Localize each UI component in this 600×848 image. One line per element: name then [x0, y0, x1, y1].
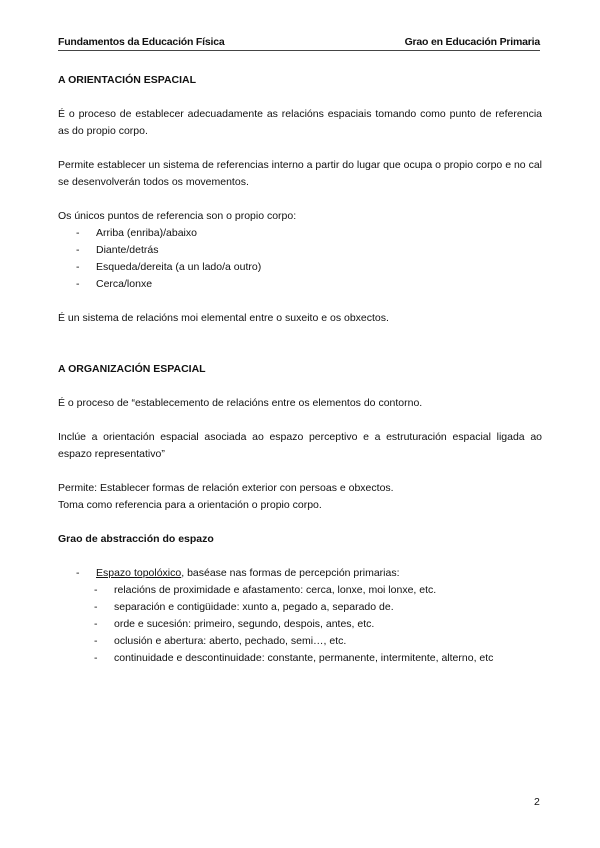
section-organization-title: A ORGANIZACIÓN ESPACIAL [58, 363, 206, 375]
list-item: - Arriba (enriba)/abaixo [76, 225, 542, 242]
document-body [58, 72, 542, 667]
orientation-definition: É o proceso de establecer adecuadamente as relacións espaciais tomando como punto de referencia as do propio corpo. [58, 108, 542, 137]
organization-reference: Toma como referencia para a orientación o propio corpo. [58, 499, 322, 511]
header-course-title: Fundamentos da Educación Física [58, 36, 225, 48]
list-item: - Esqueda/dereita (a un lado/a outro) [76, 259, 542, 276]
list-item-topological-space [76, 565, 542, 582]
page-number: 2 [534, 796, 540, 808]
organization-permits: Permite: Establecer formas de relación exterior con persoas e obxectos. [58, 482, 394, 494]
organization-includes: Inclúe a orientación espacial asociada ao espazo perceptivo e a estruturación espacial ligada ao espazo representativo” [58, 431, 542, 460]
page-header [58, 34, 540, 51]
abstraction-subtitle: Grao de abstracción do espazo [58, 533, 214, 545]
list-item: - oclusión e abertura: aberto, pechado, semi…, etc. [94, 633, 542, 650]
orientation-purpose: Permite establecer un sistema de referencias interno a partir do lugar que ocupa o propio corpo e no cal se desenvolverán todos os movementos. [58, 159, 542, 188]
reference-points-intro: Os únicos puntos de referencia son o propio corpo: [58, 210, 297, 222]
organization-definition: É o proceso de “establecemento de relacións entre os elementos do contorno. [58, 397, 423, 409]
reference-points-list [58, 225, 542, 293]
topological-space-description: , baséase nas formas de percepción primarias: [181, 567, 400, 579]
list-item: - Cerca/lonxe [76, 276, 542, 293]
list-item: - Diante/detrás [76, 242, 542, 259]
list-item: - continuidade e descontinuidade: constante, permanente, intermitente, alterno, etc [94, 650, 542, 667]
header-degree-title: Grao en Educación Primaria [404, 36, 540, 48]
section-orientation-title: A ORIENTACIÓN ESPACIAL [58, 74, 197, 86]
list-item: - separación e contigüidade: xunto a, pegado a, separado de. [94, 599, 542, 616]
list-item: - relacións de proximidade e afastamento: cerca, lonxe, moi lonxe, etc. [94, 582, 542, 599]
orientation-summary: É un sistema de relacións moi elemental entre o suxeito e os obxectos. [58, 312, 389, 324]
space-types-list [58, 565, 542, 582]
list-item: - orde e sucesión: primeiro, segundo, despois, antes, etc. [94, 616, 542, 633]
topological-relations-list [58, 582, 542, 667]
topological-space-term: Espazo topolóxico [96, 567, 182, 579]
